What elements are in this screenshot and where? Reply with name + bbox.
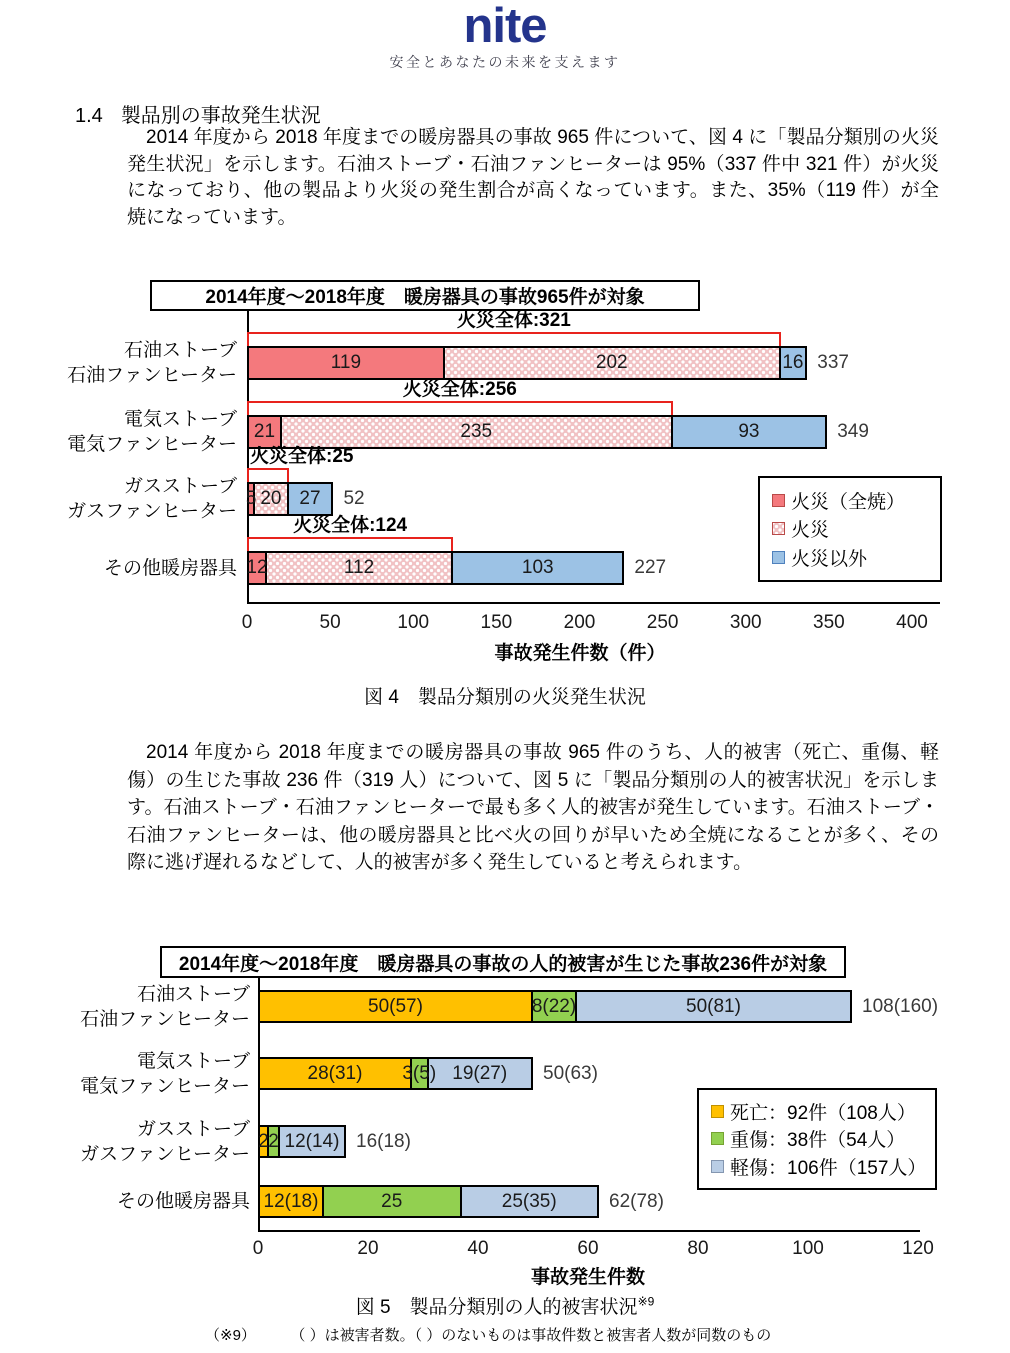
- segment-label: 16: [782, 352, 804, 373]
- legend-swatch: [711, 1160, 724, 1173]
- segment-label: 5: [245, 488, 257, 509]
- legend-item: [711, 1098, 923, 1125]
- x-axis-tick: 0: [241, 612, 253, 633]
- legend-swatch: [772, 494, 785, 507]
- x-axis-line: [258, 1230, 920, 1232]
- bar-segment: [247, 346, 445, 380]
- category-label: 電気ストーブ 電気ファンヒーター: [67, 409, 237, 455]
- legend-item: [772, 544, 928, 571]
- fire-total-bracket: [247, 401, 673, 415]
- x-axis-tick: 120: [902, 1238, 934, 1259]
- bar-segment: [258, 1185, 324, 1218]
- segment-label: 25(35): [501, 1190, 557, 1212]
- nite-logo: nite: [463, 0, 547, 53]
- bar-segment: [247, 415, 282, 449]
- bar-segment: [577, 990, 852, 1023]
- fire-total-label: 火災全体:124: [293, 515, 408, 536]
- total-label: 108(160): [862, 995, 939, 1017]
- x-axis-tick: 400: [896, 612, 928, 633]
- legend-label: 軽傷：106件（157人）: [730, 1157, 927, 1179]
- legend-swatch: [711, 1132, 724, 1145]
- fire-total-label: 火災全体:256: [402, 379, 517, 400]
- fire-total-bracket: [247, 537, 453, 551]
- segment-label: 235: [460, 421, 493, 442]
- category-label: 電気ストーブ 電気ファンヒーター: [80, 1050, 250, 1097]
- figure5-footnote: [205, 1324, 771, 1345]
- paragraph-2: 2014 年度から 2018 年度までの暖房器具の事故 965 件のうち、人的被害（死亡、重傷、軽傷）の生じた事故 236 件（319 人）について、図 5 に「製品分類別の人的被害状況」を示します。石油ストーブ・石油ファンヒーターで最も多く人的被害が発生しています。石油ストーブ・石油ファンヒーターは、他の暖房器具と比べ火の回りが早いため全焼になることが多く、その際に逃げ遅れるなどして、人的被害が多く発生していると考えられます。: [127, 742, 939, 873]
- legend-swatch: [772, 551, 785, 564]
- x-axis-tick: 0: [252, 1238, 264, 1259]
- legend: [758, 476, 942, 582]
- bar-segment: [324, 1185, 462, 1218]
- section-title: 製品別の事故発生状況: [120, 105, 321, 127]
- x-axis-tick: 100: [792, 1238, 824, 1259]
- figure4-chart: [0, 278, 1010, 728]
- fire-total-bracket: [247, 468, 289, 482]
- segment-label: 12(18): [263, 1190, 319, 1212]
- section-heading: [75, 99, 321, 128]
- bar-row: [258, 1185, 599, 1218]
- bar-segment: [533, 990, 577, 1023]
- bar-segment: [258, 990, 533, 1023]
- x-axis-label: 事故発生件数（件）: [494, 643, 666, 664]
- bar-segment: [453, 551, 624, 585]
- segment-label: 93: [738, 421, 760, 442]
- legend-label: 火災: [791, 520, 830, 542]
- fire-total-label: 火災全体:321: [456, 310, 571, 331]
- bar-segment: [673, 415, 828, 449]
- segment-label: 50(57): [368, 995, 423, 1017]
- x-axis-tick: 200: [563, 612, 596, 633]
- segment-label: 19(27): [452, 1062, 508, 1084]
- nite-tagline: 安全とあなたの未来を支えます: [389, 54, 621, 70]
- figure5-title-box: 2014年度～2018年度 暖房器具の事故の人的被害が生じた事故236件が対象: [160, 946, 846, 978]
- x-axis-tick: 350: [813, 612, 845, 633]
- segment-label: 20: [260, 488, 282, 509]
- legend-item: [772, 487, 928, 514]
- figure5-caption-footnote-ref: ※9: [637, 1294, 655, 1309]
- category-label: ガスストーブ ガスファンヒーター: [80, 1118, 250, 1165]
- x-axis-tick: 150: [480, 612, 513, 633]
- segment-label: 50(81): [686, 995, 741, 1017]
- x-axis-tick: 40: [467, 1238, 489, 1259]
- figure4-caption: 図 4 製品分類別の火災発生状況: [364, 687, 646, 708]
- legend-label: 死亡：92件（108人）: [730, 1103, 916, 1125]
- legend-swatch: [711, 1105, 724, 1118]
- segment-label: 2: [258, 1130, 269, 1152]
- x-axis-tick: 80: [687, 1238, 709, 1259]
- x-axis-line: [247, 602, 940, 604]
- fire-total-bracket: [247, 332, 781, 346]
- bar-segment: [282, 415, 673, 449]
- bar-segment: [781, 346, 808, 380]
- legend-swatch: [772, 522, 785, 535]
- legend-item: [711, 1125, 923, 1152]
- bar-row: [258, 1057, 533, 1090]
- segment-label: 12(14): [284, 1130, 340, 1152]
- bar-row: [247, 482, 333, 516]
- category-label: その他暖房器具: [103, 557, 237, 579]
- bar-row: [258, 1125, 346, 1158]
- segment-label: 8(22): [531, 995, 577, 1017]
- x-axis-tick: 50: [319, 612, 341, 633]
- segment-label: 25: [381, 1190, 403, 1212]
- bar-row: [247, 415, 827, 449]
- segment-label: 3(5): [402, 1062, 437, 1084]
- bar-segment: [247, 482, 255, 516]
- segment-label: 112: [343, 557, 375, 578]
- segment-label: 202: [595, 352, 628, 373]
- footnote-marker: （※9）: [205, 1327, 256, 1344]
- segment-label: 12: [246, 557, 268, 578]
- paragraph-1: 2014 年度から 2018 年度までの暖房器具の事故 965 件について、図 4 に「製品分類別の火災発生状況」を示します。石油ストーブ・石油ファンヒーターは 95%（337 件中 321 件）が火災になっており、他の製品より火災の発生割合が高くなっています。また、35%（119 件）が全焼になっています。: [127, 127, 939, 228]
- total-label: 16(18): [356, 1130, 411, 1152]
- bar-segment: [258, 1057, 412, 1090]
- bar-segment: [445, 346, 781, 380]
- bar-segment: [280, 1125, 346, 1158]
- figure4-title-box: 2014年度～2018年度 暖房器具の事故965件が対象: [150, 280, 700, 311]
- total-label: 50(63): [543, 1062, 598, 1084]
- bar-segment: [267, 551, 453, 585]
- bar-segment: [462, 1185, 600, 1218]
- section-number: 1.4: [75, 105, 103, 127]
- bar-row: [247, 346, 807, 380]
- legend-label: 火災以外: [791, 549, 868, 571]
- bar-row: [247, 551, 624, 585]
- x-axis-tick: 300: [729, 612, 762, 633]
- total-label: 52: [343, 488, 365, 509]
- x-axis-tick: 100: [397, 612, 430, 633]
- footnote-text: （ ）は被害者数。（ ）のないものは事故件数と被害者人数が同数のもの: [297, 1327, 772, 1344]
- segment-label: 103: [521, 557, 554, 578]
- segment-label: 119: [330, 352, 362, 373]
- bar-segment: [255, 482, 288, 516]
- x-axis-tick: 60: [577, 1238, 599, 1259]
- x-axis-tick: 20: [357, 1238, 379, 1259]
- figure5-caption: [0, 1292, 1010, 1319]
- category-label: ガスストーブ ガスファンヒーター: [67, 476, 237, 522]
- bar-segment: [247, 551, 267, 585]
- segment-label: 2: [268, 1130, 279, 1152]
- legend-item: [711, 1153, 927, 1180]
- legend: [697, 1088, 937, 1190]
- x-axis-tick: 250: [646, 612, 679, 633]
- bar-row: [258, 990, 852, 1023]
- total-label: 349: [837, 421, 869, 442]
- total-label: 227: [634, 557, 667, 578]
- figure5-caption-text: 図 5 製品分類別の人的被害状況: [355, 1297, 638, 1318]
- bar-segment: [289, 482, 334, 516]
- segment-label: 28(31): [307, 1062, 363, 1084]
- segment-label: 21: [253, 421, 276, 442]
- category-label: その他暖房器具: [116, 1191, 250, 1212]
- segment-label: 27: [299, 488, 321, 509]
- page-header: [0, 2, 1010, 72]
- total-label: 62(78): [609, 1190, 664, 1212]
- legend-label: 重傷：38件（54人）: [730, 1130, 906, 1152]
- legend-label: 火災（全焼）: [791, 491, 906, 513]
- x-axis-label: 事故発生件数: [530, 1267, 646, 1288]
- total-label: 337: [817, 352, 849, 373]
- bar-segment: [429, 1057, 534, 1090]
- fire-total-label: 火災全体:25: [250, 446, 354, 467]
- category-label: 石油ストーブ 石油ファンヒーター: [80, 983, 250, 1030]
- bar-segment: [402, 1057, 437, 1090]
- bar-segment: [269, 1125, 280, 1158]
- figure5-chart: [0, 940, 1010, 1353]
- category-label: 石油ストーブ 石油ファンヒーター: [67, 340, 237, 386]
- legend-item: [772, 515, 928, 542]
